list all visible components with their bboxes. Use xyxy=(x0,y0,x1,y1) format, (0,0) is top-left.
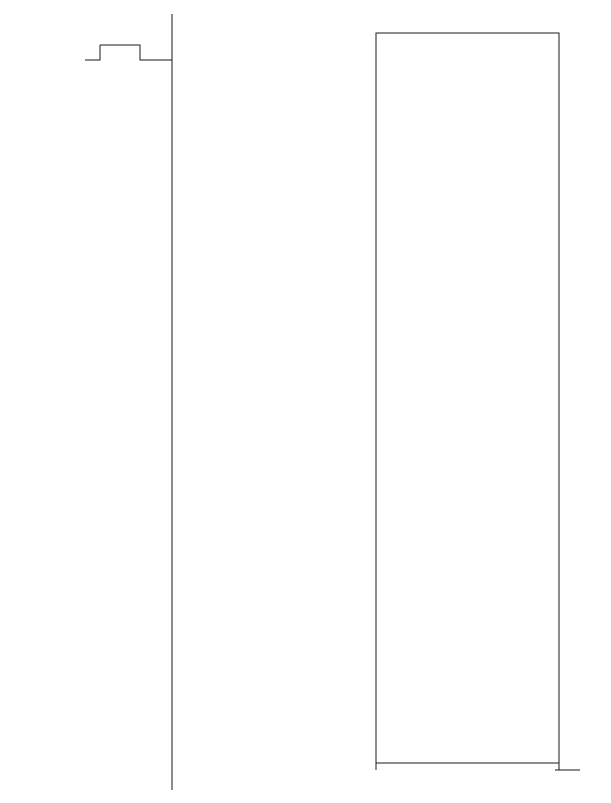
moment-distribution-table xyxy=(85,14,172,790)
frame-outline xyxy=(376,33,559,763)
frame-diagram xyxy=(376,33,580,770)
top-left-step xyxy=(85,45,100,60)
top-step xyxy=(100,45,172,60)
